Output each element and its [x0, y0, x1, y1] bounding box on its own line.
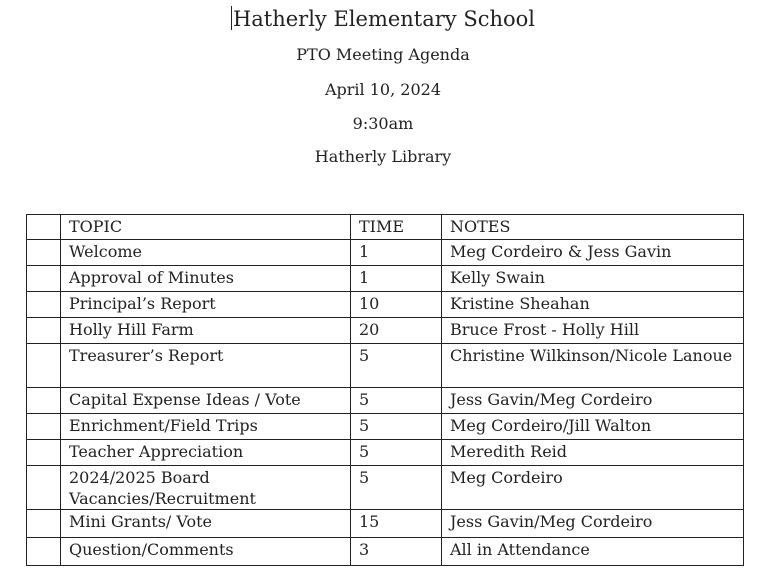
time-cell: 5 — [351, 466, 442, 510]
notes-cell: Meg Cordeiro — [442, 466, 744, 510]
time-cell: 1 — [351, 240, 442, 266]
time-cell: 5 — [351, 440, 442, 466]
time-cell: 3 — [351, 538, 442, 566]
meeting-title: PTO Meeting Agenda — [296, 45, 470, 64]
time-cell: 15 — [351, 510, 442, 538]
row-marker-cell — [27, 538, 61, 566]
row-marker-cell — [27, 414, 61, 440]
table-row — [27, 266, 744, 292]
notes-cell: All in Attendance — [442, 538, 744, 566]
table-row — [27, 318, 744, 344]
notes-cell: Meg Cordeiro & Jess Gavin — [442, 240, 744, 266]
topic-cell: Approval of Minutes — [61, 266, 351, 292]
row-marker-cell — [27, 344, 61, 388]
agenda-table — [26, 214, 744, 566]
table-row — [27, 538, 744, 566]
time-cell: 5 — [351, 414, 442, 440]
row-marker-cell — [27, 240, 61, 266]
time-cell: 1 — [351, 266, 442, 292]
time-cell: 20 — [351, 318, 442, 344]
school-name-line[interactable] — [0, 6, 766, 31]
table-row — [27, 466, 744, 510]
meeting-location: Hatherly Library — [314, 147, 452, 166]
row-marker-cell — [27, 510, 61, 538]
topic-cell: Welcome — [61, 240, 351, 266]
meeting-date: April 10, 2024 — [324, 80, 441, 99]
topic-cell: Capital Expense Ideas / Vote — [61, 388, 351, 414]
notes-cell: Meredith Reid — [442, 440, 744, 466]
row-marker-cell — [27, 388, 61, 414]
time-cell: 5 — [351, 344, 442, 388]
row-marker-cell — [27, 318, 61, 344]
notes-cell: Christine Wilkinson/Nicole Lanoue — [442, 344, 744, 388]
row-marker-cell — [27, 466, 61, 510]
row-marker-cell — [27, 440, 61, 466]
time-cell: 10 — [351, 292, 442, 318]
column-header-time: TIME — [351, 215, 442, 240]
notes-cell: Kelly Swain — [442, 266, 744, 292]
time-cell: 5 — [351, 388, 442, 414]
row-marker-cell — [27, 266, 61, 292]
table-row — [27, 510, 744, 538]
row-marker-cell — [27, 292, 61, 318]
table-row — [27, 414, 744, 440]
column-header-notes: NOTES — [442, 215, 744, 240]
table-row — [27, 388, 744, 414]
topic-cell: Enrichment/Field Trips — [61, 414, 351, 440]
topic-cell: Holly Hill Farm — [61, 318, 351, 344]
table-row — [27, 344, 744, 388]
row-marker-cell — [27, 215, 61, 240]
notes-cell: Jess Gavin/Meg Cordeiro — [442, 388, 744, 414]
text-cursor — [231, 6, 232, 30]
topic-cell: Mini Grants/ Vote — [61, 510, 351, 538]
topic-cell: Principal’s Report — [61, 292, 351, 318]
meeting-time: 9:30am — [352, 114, 414, 133]
column-header-topic: TOPIC — [61, 215, 351, 240]
topic-cell: Question/Comments — [61, 538, 351, 566]
topic-cell: Teacher Appreciation — [61, 440, 351, 466]
topic-cell: Treasurer’s Report — [61, 344, 351, 388]
table-header-row — [27, 215, 744, 240]
table-row — [27, 292, 744, 318]
notes-cell: Kristine Sheahan — [442, 292, 744, 318]
notes-cell: Jess Gavin/Meg Cordeiro — [442, 510, 744, 538]
table-row — [27, 440, 744, 466]
notes-cell: Bruce Frost - Holly Hill — [442, 318, 744, 344]
topic-cell: 2024/2025 Board Vacancies/Recruitment — [61, 466, 351, 510]
school-name: Hatherly Elementary School — [232, 7, 536, 31]
notes-cell: Meg Cordeiro/Jill Walton — [442, 414, 744, 440]
table-row — [27, 240, 744, 266]
